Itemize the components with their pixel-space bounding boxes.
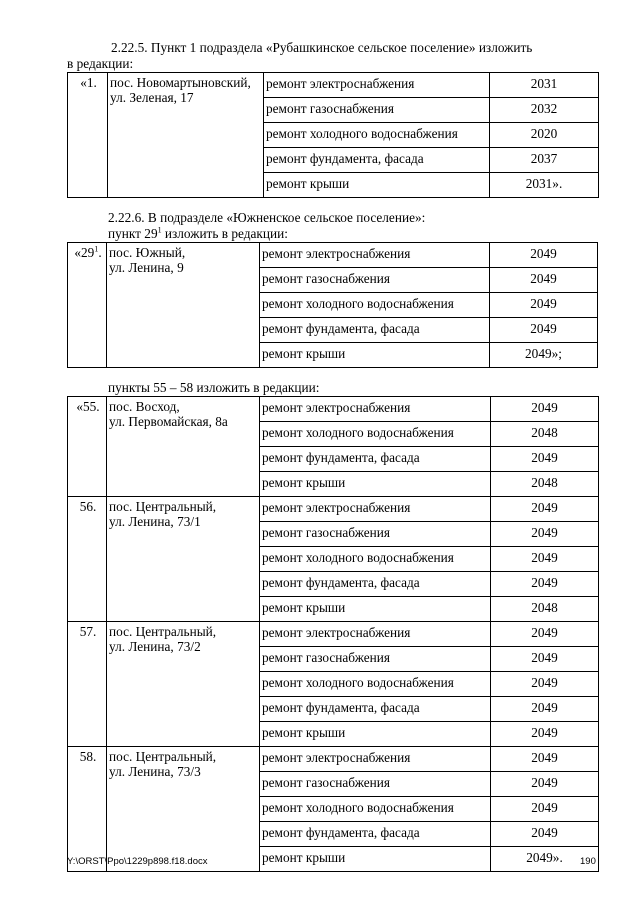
year-cell: 2032 xyxy=(490,98,599,123)
table-row xyxy=(68,73,599,98)
address-cell xyxy=(107,622,260,747)
year-cell: 2049 xyxy=(491,697,599,722)
item-number: «$29^1$. xyxy=(68,243,107,368)
work-cell: ремонт электроснабжения xyxy=(260,397,491,422)
year-cell: 2048 xyxy=(491,597,599,622)
address-cell xyxy=(107,497,260,622)
year-cell: 2049 xyxy=(491,572,599,597)
work-cell: ремонт фундамента, фасада xyxy=(260,318,490,343)
table-row xyxy=(68,243,598,268)
work-cell: ремонт электроснабжения xyxy=(260,622,491,647)
address-cell xyxy=(107,243,260,368)
address-line-1: пос. Центральный, xyxy=(109,499,217,514)
work-cell: ремонт холодного водоснабжения xyxy=(260,547,491,572)
work-cell: ремонт газоснабжения xyxy=(260,522,491,547)
work-cell: ремонт холодного водоснабжения xyxy=(260,422,491,447)
item-number: 58. xyxy=(68,747,107,872)
address-cell xyxy=(107,747,260,872)
work-cell: ремонт фундамента, фасада xyxy=(260,447,491,472)
footer-page-number: 190 xyxy=(580,856,596,867)
work-cell: ремонт холодного водоснабжения xyxy=(260,293,490,318)
work-cell: ремонт электроснабжения xyxy=(260,747,491,772)
year-cell: 2049 xyxy=(491,822,599,847)
table-section-2 xyxy=(67,242,598,368)
table-row xyxy=(68,497,599,522)
work-cell: ремонт газоснабжения xyxy=(260,647,491,672)
address-line-2: ул. Ленина, 73/2 xyxy=(109,639,201,654)
work-cell: ремонт газоснабжения xyxy=(264,98,490,123)
year-cell: 2049 xyxy=(491,772,599,797)
address-cell xyxy=(107,397,260,497)
year-cell: 2049 xyxy=(491,397,599,422)
work-cell: ремонт фундамента, фасада xyxy=(264,148,490,173)
address-line-1: пос. Новомартыновский, xyxy=(110,75,251,90)
address-line-2: ул. Зеленая, 17 xyxy=(110,90,194,105)
work-cell: ремонт газоснабжения xyxy=(260,268,490,293)
work-cell: ремонт холодного водоснабжения xyxy=(264,123,490,148)
work-cell: ремонт крыши xyxy=(260,472,491,497)
year-cell: 2031 xyxy=(490,73,599,98)
work-cell: ремонт холодного водоснабжения xyxy=(260,672,491,697)
footer-file-path: Y:\ORST\Ppo\1229p898.f18.docx xyxy=(67,856,208,867)
address-line-1: пос. Центральный, xyxy=(109,749,217,764)
table-section-1 xyxy=(67,72,599,198)
work-cell: ремонт крыши xyxy=(264,173,490,198)
address-cell xyxy=(108,73,264,198)
work-cell: ремонт газоснабжения xyxy=(260,772,491,797)
year-cell: 2049 xyxy=(491,622,599,647)
address-line-2: ул. Ленина, 73/1 xyxy=(109,514,201,529)
table-row xyxy=(68,622,599,647)
work-cell: ремонт фундамента, фасада xyxy=(260,822,491,847)
item-number: «55. xyxy=(68,397,107,497)
section-3-heading: пункты 55 – 58 изложить в редакции: xyxy=(108,380,320,395)
year-cell: 2049»; xyxy=(490,343,598,368)
year-cell: 2048 xyxy=(491,472,599,497)
address-line-1: пос. Южный, xyxy=(109,245,186,260)
year-cell: 2031». xyxy=(490,173,599,198)
section-1-heading-line-2: в редакции: xyxy=(67,56,134,71)
year-cell: 2049 xyxy=(491,672,599,697)
year-cell: 2049 xyxy=(491,522,599,547)
work-cell: ремонт крыши xyxy=(260,722,491,747)
address-line-1: пос. Центральный, xyxy=(109,624,217,639)
year-cell: 2049 xyxy=(490,268,598,293)
item-number: 57. xyxy=(68,622,107,747)
item-number: 56. xyxy=(68,497,107,622)
year-cell: 2049 xyxy=(490,243,598,268)
year-cell: 2049 xyxy=(491,647,599,672)
year-cell: 2049 xyxy=(491,497,599,522)
table-section-3 xyxy=(67,396,599,872)
work-cell: ремонт электроснабжения xyxy=(260,497,491,522)
work-cell: ремонт электроснабжения xyxy=(260,243,490,268)
year-cell: 2049». xyxy=(491,847,599,872)
year-cell: 2049 xyxy=(491,722,599,747)
section-2-heading-line-1: 2.22.6. В подразделе «Южненское сельское поселение»: xyxy=(108,210,426,225)
year-cell: 2049 xyxy=(490,293,598,318)
work-cell: ремонт фундамента, фасада xyxy=(260,697,491,722)
work-cell: ремонт электроснабжения xyxy=(264,73,490,98)
work-cell: ремонт холодного водоснабжения xyxy=(260,797,491,822)
address-line-2: ул. Ленина, 73/3 xyxy=(109,764,201,779)
address-line-2: ул. Первомайская, 8а xyxy=(109,414,228,429)
year-cell: 2049 xyxy=(491,797,599,822)
year-cell: 2049 xyxy=(491,747,599,772)
work-cell: ремонт фундамента, фасада xyxy=(260,572,491,597)
year-cell: 2037 xyxy=(490,148,599,173)
table-row xyxy=(68,747,599,772)
address-line-2: ул. Ленина, 9 xyxy=(109,260,184,275)
section-1-heading-line-1: 2.22.5. Пункт 1 подраздела «Рубашкинское сельское поселение» изложить xyxy=(111,40,533,55)
year-cell: 2049 xyxy=(491,547,599,572)
year-cell: 2020 xyxy=(490,123,599,148)
work-cell: ремонт крыши xyxy=(260,343,490,368)
work-cell: ремонт крыши xyxy=(260,847,491,872)
year-cell: 2049 xyxy=(490,318,598,343)
section-2-heading-line-2: пункт $29^1$ изложить в редакции: xyxy=(108,225,288,241)
item-number: «1. xyxy=(68,73,108,198)
table-row xyxy=(68,397,599,422)
year-cell: 2049 xyxy=(491,447,599,472)
address-line-1: пос. Восход, xyxy=(109,399,180,414)
year-cell: 2048 xyxy=(491,422,599,447)
work-cell: ремонт крыши xyxy=(260,597,491,622)
